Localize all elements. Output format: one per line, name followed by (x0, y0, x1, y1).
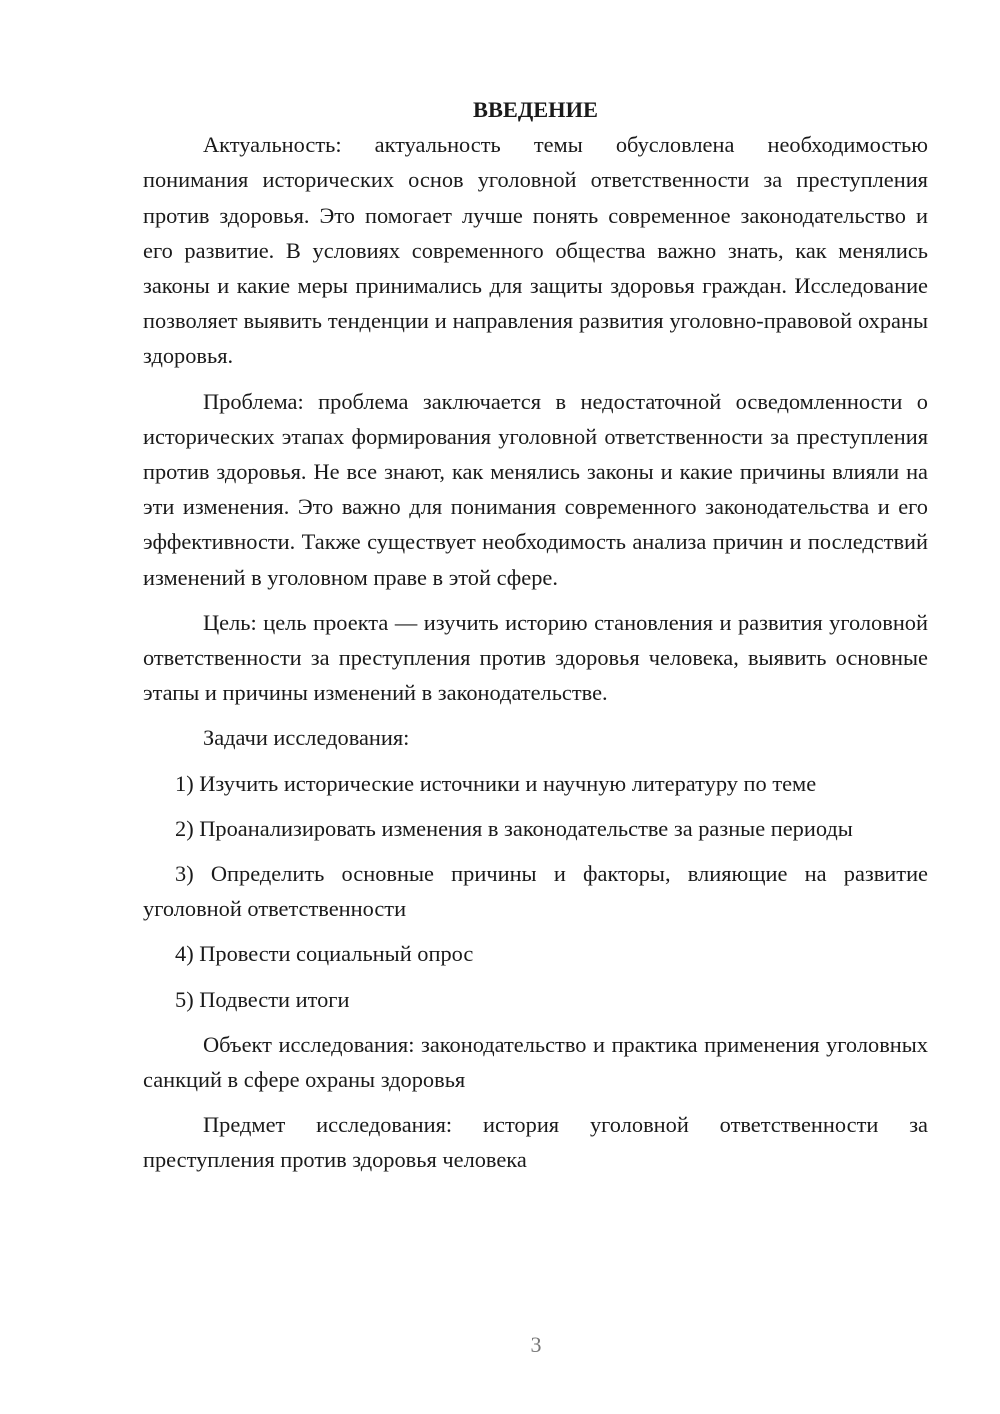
task-item: 5) Подвести итоги (175, 986, 350, 1012)
paragraph-object: Объект исследования: законодательство и практика применения уголовных санкций в сфере охраны здоровья (143, 1031, 928, 1093)
page-content (143, 92, 928, 1178)
task-item: 3) Определить основные причины и факторы, влияющие на развитие уголовной ответственности (143, 861, 928, 922)
section-heading: ВВЕДЕНИЕ (473, 97, 598, 122)
task-item: 1) Изучить исторические источники и научную литературу по теме (175, 770, 817, 796)
page-number: 3 (530, 1332, 542, 1357)
tasks-title: Задачи исследования: (203, 725, 410, 751)
paragraph-problem: Проблема: проблема заключается в недостаточной осведомленности о исторических этапах формирования уголовной ответственности за преступления против здоровья. Не все знают, как менялись законы и какие причины влияли на эти изменения. Это важно для понимания современного законодательства и его эффективности. Также существует необходимость анализа причин и последствий изменений в уголовном праве в этой сфере. (143, 388, 928, 590)
paragraph-relevance: Актуальность: актуальность темы обусловлена необходимостью понимания исторических основ уголовной ответственности за преступления против здоровья. Это помогает лучше понять современное законодательство и его развитие. В условиях современного общества важно знать, как менялись законы и какие меры принимались для защиты здоровья граждан. Исследование позволяет выявить тенденции и направления развития уголовно-правовой охраны здоровья. (143, 132, 928, 369)
paragraph-subject: Предмет исследования: история уголовной ответственности за преступления против здоровья человека (143, 1112, 928, 1173)
task-item: 4) Провести социальный опрос (175, 941, 474, 967)
task-item: 2) Проанализировать изменения в законодательстве за разные периоды (175, 815, 853, 841)
paragraph-goal: Цель: цель проекта — изучить историю становления и развития уголовной ответственности за преступления против здоровья человека, выявить основные этапы и причины изменений в законодательстве. (143, 609, 928, 706)
